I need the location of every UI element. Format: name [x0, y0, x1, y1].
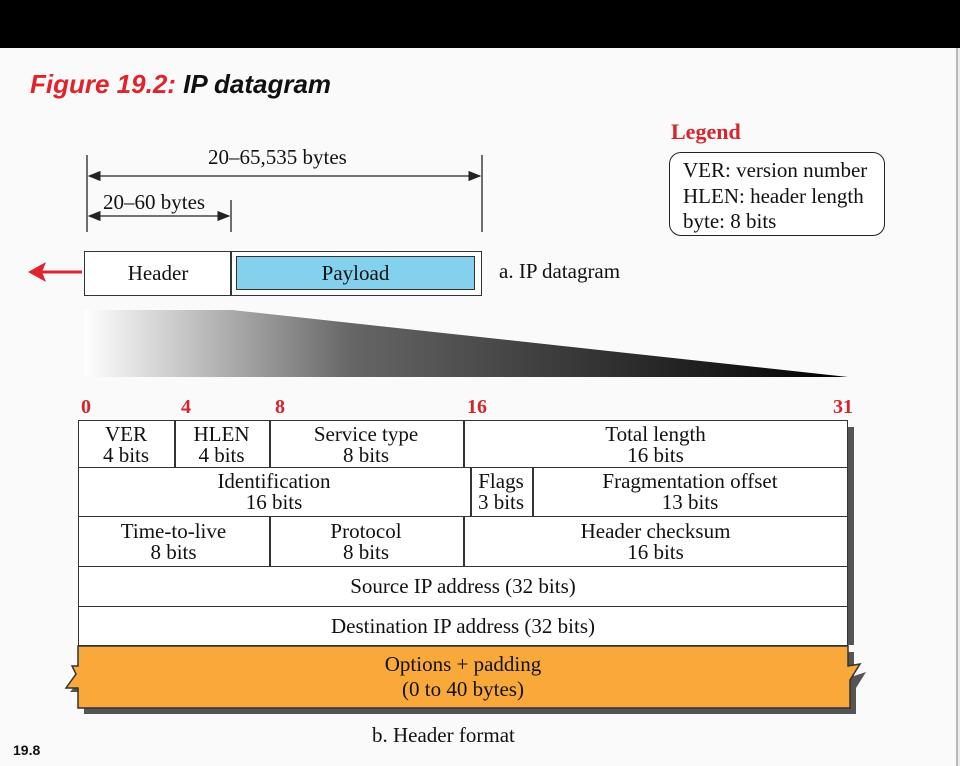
datagram-header: Header	[127, 261, 189, 285]
datagram-caption: a. IP datagram	[499, 259, 621, 283]
slide-number: 19.8	[13, 742, 41, 758]
bit-position-0: 0	[81, 396, 91, 418]
legend-title: Legend	[671, 119, 741, 144]
field-options-name: Options + padding	[384, 652, 542, 676]
bit-position-4: 4	[181, 396, 191, 418]
figure-name: IP datagram	[183, 69, 332, 99]
datagram-payload: Payload	[236, 256, 475, 290]
field-fragmentation-offset-name: Fragmentation offset	[602, 469, 778, 493]
field-identification-size: 16 bits	[245, 490, 303, 514]
field-identification-name: Identification	[217, 469, 331, 493]
field-total-length-name: Total length	[605, 422, 706, 446]
figure-label: Figure 19.2:	[30, 69, 176, 99]
field-header-checksum-size: 16 bits	[627, 539, 684, 564]
total-length-label: 20–65,535 bytes	[208, 145, 347, 169]
legend-line-byte: byte: 8 bits	[683, 209, 777, 233]
field-protocol-name: Protocol	[330, 518, 402, 543]
bit-position-16: 16	[467, 396, 487, 418]
header-length-label: 20–60 bytes	[103, 190, 206, 214]
field-destination-address: Destination IP address (32 bits)	[330, 613, 596, 638]
field-protocol-size: 8 bits	[342, 539, 390, 564]
bit-position-31: 31	[833, 396, 853, 418]
field-source-address: Source IP address (32 bits)	[350, 574, 576, 598]
field-service-type-size: 8 bits	[342, 443, 390, 467]
field-flags-name: Flags	[478, 469, 524, 493]
field-options	[78, 650, 848, 704]
field-ttl-name: Time-to-live	[120, 518, 227, 543]
field-service-type-name: Service type	[313, 422, 419, 446]
field-header-checksum-name: Header checksum	[580, 518, 731, 543]
field-fragmentation-offset-size: 13 bits	[661, 490, 719, 514]
field-hlen-name: HLEN	[193, 422, 250, 446]
field-flags-size: 3 bits	[477, 490, 525, 514]
field-ttl-size: 8 bits	[150, 539, 197, 564]
field-ver-size: 4 bits	[102, 443, 150, 467]
bit-position-8: 8	[275, 396, 285, 418]
header-format-caption: b. Header format	[372, 723, 515, 747]
field-hlen-size: 4 bits	[198, 443, 245, 467]
field-total-length-size: 16 bits	[627, 443, 684, 467]
field-options-size: (0 to 40 bytes)	[402, 677, 524, 701]
field-ver-name: VER	[105, 422, 147, 446]
legend-line-ver: VER: version number	[683, 158, 868, 182]
legend-line-hlen: HLEN: header length	[683, 183, 864, 208]
